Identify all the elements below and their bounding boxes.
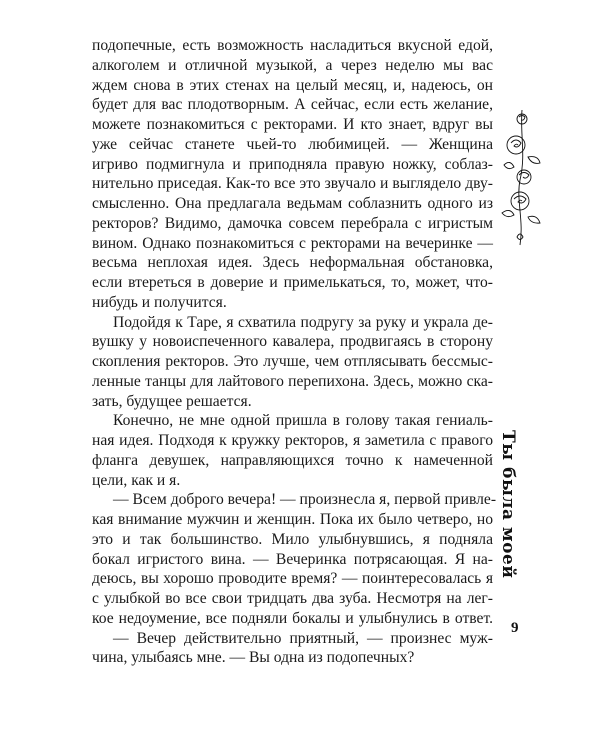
text-line: ректоров? Видимо, дамочка совсем перебрала с игристым: [92, 214, 493, 232]
text-line: смысленно. Она предлагала ведьмам соблазнить одного из: [92, 195, 493, 212]
text-line: ная идея. Подходя к кружку ректоров, я заметила с правого: [92, 432, 493, 449]
text-line: фланга девушек, направляющихся точно к намеченной: [92, 451, 493, 469]
text-line: — Всем доброго вечера! — произнесла я, первой привле-: [113, 491, 497, 509]
text-line: весьма неплохая идея. Здесь неформальная обстановка,: [92, 254, 493, 272]
text-line: нительно приседая. Как-то все это звучало и выглядело дву-: [92, 175, 493, 193]
text-line: чина, улыбаясь мне. — Вы одна из подопечных?: [92, 649, 415, 667]
text-line: нибудь и получится.: [92, 293, 227, 311]
text-line: алкоголем и отличной музыкой, а через неделю мы вас: [92, 56, 493, 74]
text-line: деюсь, вы хорошо проводите время? — поинтересовалась я: [92, 570, 493, 588]
text-line: кое недоумение, все подняли бокалы и улыбнулись в ответ.: [92, 609, 493, 627]
text-line: ждем снова в этих стенах на целый месяц, и, надеюсь, он: [92, 76, 493, 94]
text-line: уже сейчас станете чьей-то любимицей. — Женщина: [92, 135, 493, 153]
text-line: цели, как и я.: [92, 471, 181, 489]
text-line: вином. Однако познакомиться с ректорами на вечеринке —: [92, 234, 493, 252]
text-line: можете познакомиться с ректорами. И кто знает, вдруг вы: [92, 116, 493, 133]
text-line: если втереться в доверие и примелькаться, то, может, что-: [92, 274, 493, 291]
text-line: — Вечер действительно приятный, — произнес муж-: [113, 629, 493, 647]
page-body-text: [92, 36, 497, 668]
text-line: будет для вас плодотворным. А сейчас, если есть желание,: [92, 96, 493, 114]
text-line: Подойдя к Таре, я схватила подругу за руку и украла де-: [113, 313, 493, 331]
text-line: ленные танцы для лайтового перепихона. Здесь, можно ска-: [92, 372, 493, 390]
text-line: скопления ректоров. Это лучше, чем отплясывать бессмыс-: [92, 353, 493, 370]
rose-vine-icon: [500, 105, 542, 250]
text-line: вушку у новоиспеченного кавалера, продвигаясь в сторону: [92, 333, 493, 351]
text-line: бокал игристого вина. — Вечеринка потрясающая. Я на-: [92, 550, 493, 568]
text-line: зать, будущее решается.: [92, 392, 252, 410]
text-line: подопечные, есть возможность насладиться вкусной едой,: [92, 37, 493, 54]
book-title-vertical: Ты была моей: [498, 430, 518, 579]
text-line: с улыбкой во все свои тридцать два зуба. Несмотря на лег-: [92, 590, 493, 607]
text-line: это и так большинство. Мило улыбнувшись, я подняла: [92, 530, 493, 548]
text-line: кая внимание мужчин и женщин. Пока их было четверо, но: [92, 511, 493, 528]
page-number: 9: [511, 620, 519, 636]
text-line: Конечно, не мне одной пришла в голову такая гениаль-: [113, 412, 493, 430]
text-line: игриво подмигнула и приподняла правую ножку, соблаз-: [92, 155, 493, 173]
